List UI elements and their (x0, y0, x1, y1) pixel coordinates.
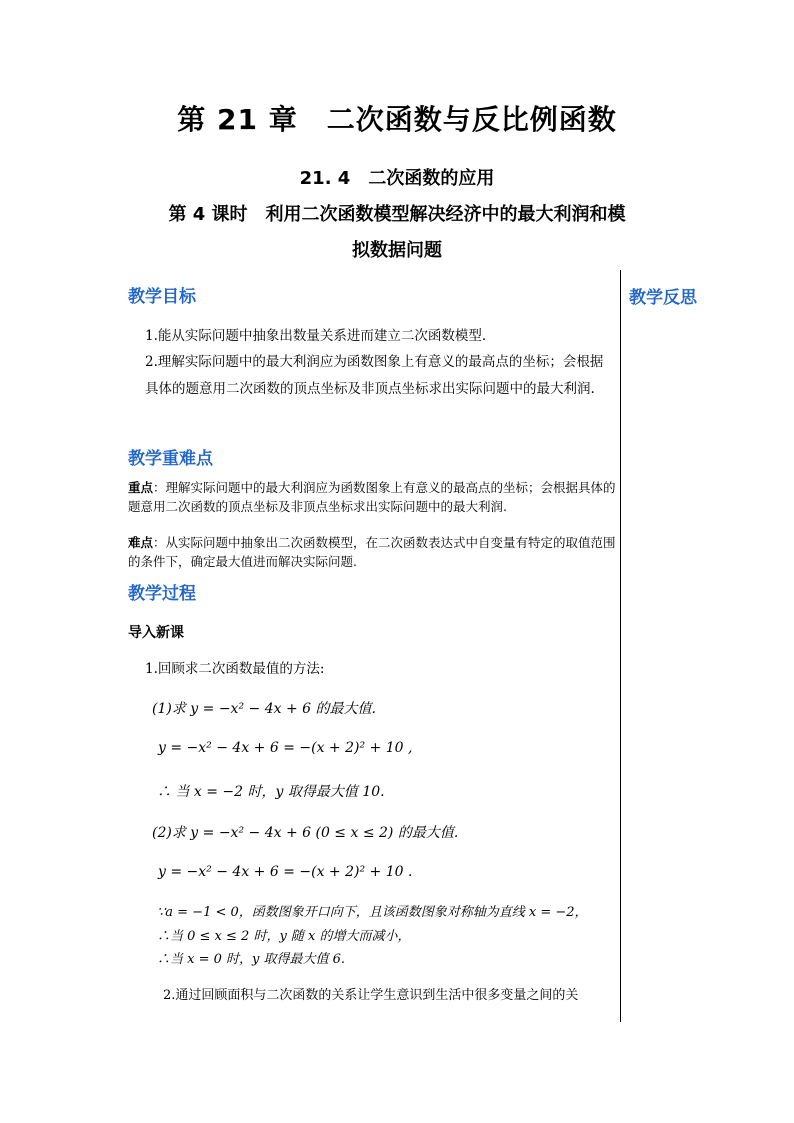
reflection-heading: 教学反思 (629, 288, 697, 308)
question-1-solution: y = −x² − 4x + 6 = −(x + 2)² + 10 , (158, 740, 413, 756)
key-point-paragraph (128, 478, 616, 516)
goal-item-2: 2.理解实际问题中的最大利润应为函数图象上有意义的最高点的坐标；会根据具体的题意用二次函数的顶点坐标及非顶点坐标求出实际问题中的最大利润. (145, 354, 604, 397)
question-2-line-2: ∴当 0 ≤ x ≤ 2 时，y 随 x 的增大而减小， (157, 929, 411, 944)
question-2-line-1: ∵a = −1 < 0，函数图象开口向下，且该函数图象对称轴为直线 x = −2， (157, 905, 588, 920)
section-title: 21. 4 二次函数的应用 (299, 168, 495, 189)
question-2-solution: y = −x² − 4x + 6 = −(x + 2)² + 10 . (158, 864, 413, 880)
question-1: (1)求 y = −x² − 4x + 6 的最大值. (152, 701, 376, 717)
question-2: (2)求 y = −x² − 4x + 6 (0 ≤ x ≤ 2) 的最大值. (152, 825, 459, 841)
intro-heading: 导入新课 (128, 625, 184, 641)
process-item-2: 2.通过回顾面积与二次函数的关系让学生意识到生活中很多变量之间的关 (163, 988, 579, 1003)
key-text: ：理解实际问题中的最大利润应为函数图象上有意义的最高点的坐标；会根据具体的题意用二次函数的顶点坐标及非顶点坐标求出实际问题中的最大利润. (128, 480, 616, 514)
goals-heading: 教学目标 (128, 287, 196, 307)
key-label: 重点 (128, 480, 154, 495)
difficult-text: ：从实际问题中抽象出二次函数模型，在二次函数表达式中自变量有特定的取值范围的条件下，确定最大值进而解决实际问题. (128, 535, 616, 569)
lesson-title-line2: 拟数据问题 (352, 240, 442, 261)
difficult-point-paragraph (128, 533, 616, 571)
question-2-line-3: ∴当 x = 0 时，y 取得最大值 6. (157, 952, 346, 967)
difficult-label: 难点 (128, 535, 154, 550)
review-line: 1.回顾求二次函数最值的方法: (145, 661, 325, 677)
goal-item-1: 1.能从实际问题中抽象出数量关系进而建立二次函数模型. (145, 328, 487, 344)
lesson-title-line1: 第 4 课时 利用二次函数模型解决经济中的最大利润和模 (168, 204, 626, 225)
key-points-heading: 教学重难点 (128, 449, 213, 469)
question-1-conclusion: ∴ 当 x = −2 时，y 取得最大值 10. (157, 784, 385, 800)
chapter-title: 第 21 章 二次函数与反比例函数 (177, 103, 617, 136)
column-divider (620, 270, 621, 1022)
process-heading: 教学过程 (128, 584, 196, 604)
